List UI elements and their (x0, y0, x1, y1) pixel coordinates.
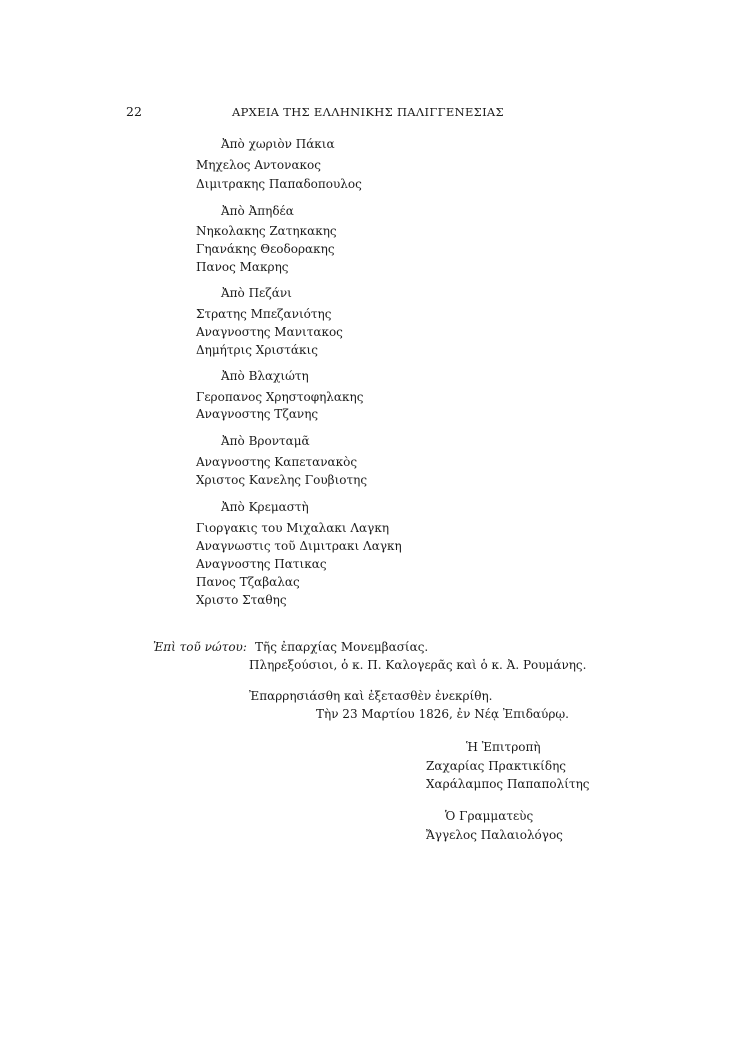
page-number: 22 (126, 104, 142, 119)
signatory-name: Πανος Τζαβαλας (196, 575, 300, 589)
signatory-name: Αναγνωστις τοῦ Διμιτρακι Λαγκη (196, 539, 402, 553)
signatory-name: Γιοργακις του Μιχαλακι Λαγκη (196, 521, 390, 535)
signatory-name: Γηανάκης Θεοδορακης (196, 242, 335, 256)
group-heading: Ἀπὸ Πεζάνι (221, 286, 292, 300)
group-heading: Ἀπὸ Βλαχιώτη (221, 369, 309, 383)
running-head: ΑΡΧΕΙΑ ΤΗΣ ΕΛΛΗΝΙΚΗΣ ΠΑΛΙΓΓΕΝΕΣΙΑΣ (232, 105, 504, 119)
signatory-name: Χριστο Σταθης (196, 593, 287, 607)
group-heading: Ἀπὸ χωριὸν Πάκια (221, 137, 335, 151)
signatory-name: Νηκολακης Ζατηκακης (196, 224, 337, 238)
signatory-name: Αναγνοστης Πατικας (196, 557, 327, 571)
signatory-name: Πανος Μακρης (196, 260, 289, 274)
secretary-name: Ἄγγελος Παλαιολόγος (426, 828, 563, 842)
committee-title: Ἡ Ἐπιτροπὴ (466, 740, 541, 754)
secretary-title: Ὁ Γραμματεὺς (445, 809, 534, 823)
endorsement-label: Ἐπὶ τοῦ νώτου: (153, 640, 247, 654)
signatory-name: Χριστος Κανελης Γουβιοτης (196, 473, 368, 487)
signatory-name: Δημήτρις Χριστάκις (196, 343, 318, 357)
group-heading: Ἀπὸ Βρονταμᾶ (221, 434, 310, 448)
signatory-name: Γεροπανος Χρηστοφηλακης (196, 390, 364, 404)
endorsement-plenipotentiaries: Πληρεξούσιοι, ὁ κ. Π. Καλογερᾶς καὶ ὁ κ. Ἀ. Ρουμάνης. (249, 658, 587, 672)
signatory-name: Αναγνοστης Καπετανακὸς (196, 455, 358, 469)
signatory-name: Αναγνοστης Τζανης (196, 407, 319, 421)
endorsement-province: Τῆς ἐπαρχίας Μονεμβασίας. (255, 640, 429, 654)
signatory-name: Στρατης Μπεζανιότης (196, 307, 332, 321)
group-heading: Ἀπὸ Ἀπηδέα (221, 204, 294, 218)
signatory-name: Αναγνοστης Μανιτακος (196, 325, 343, 339)
signatory-name: Μηχελος Αντονακος (196, 158, 321, 172)
signatory-name: Διμιτρακης Παπαδοπουλος (196, 177, 362, 191)
committee-member: Ζαχαρίας Πρακτικίδης (426, 759, 567, 773)
group-heading: Ἀπὸ Κρεμαστὴ (221, 500, 309, 514)
endorsement-date: Τὴν 23 Μαρτίου 1826, ἐν Νέᾳ Ἐπιδαύρῳ. (316, 707, 569, 721)
endorsement-approval: Ἐπαρρησιάσθη καὶ ἐξετασθὲν ἐνεκρίθη. (249, 689, 493, 703)
committee-member: Χαράλαμπος Παπαπολίτης (426, 777, 590, 791)
